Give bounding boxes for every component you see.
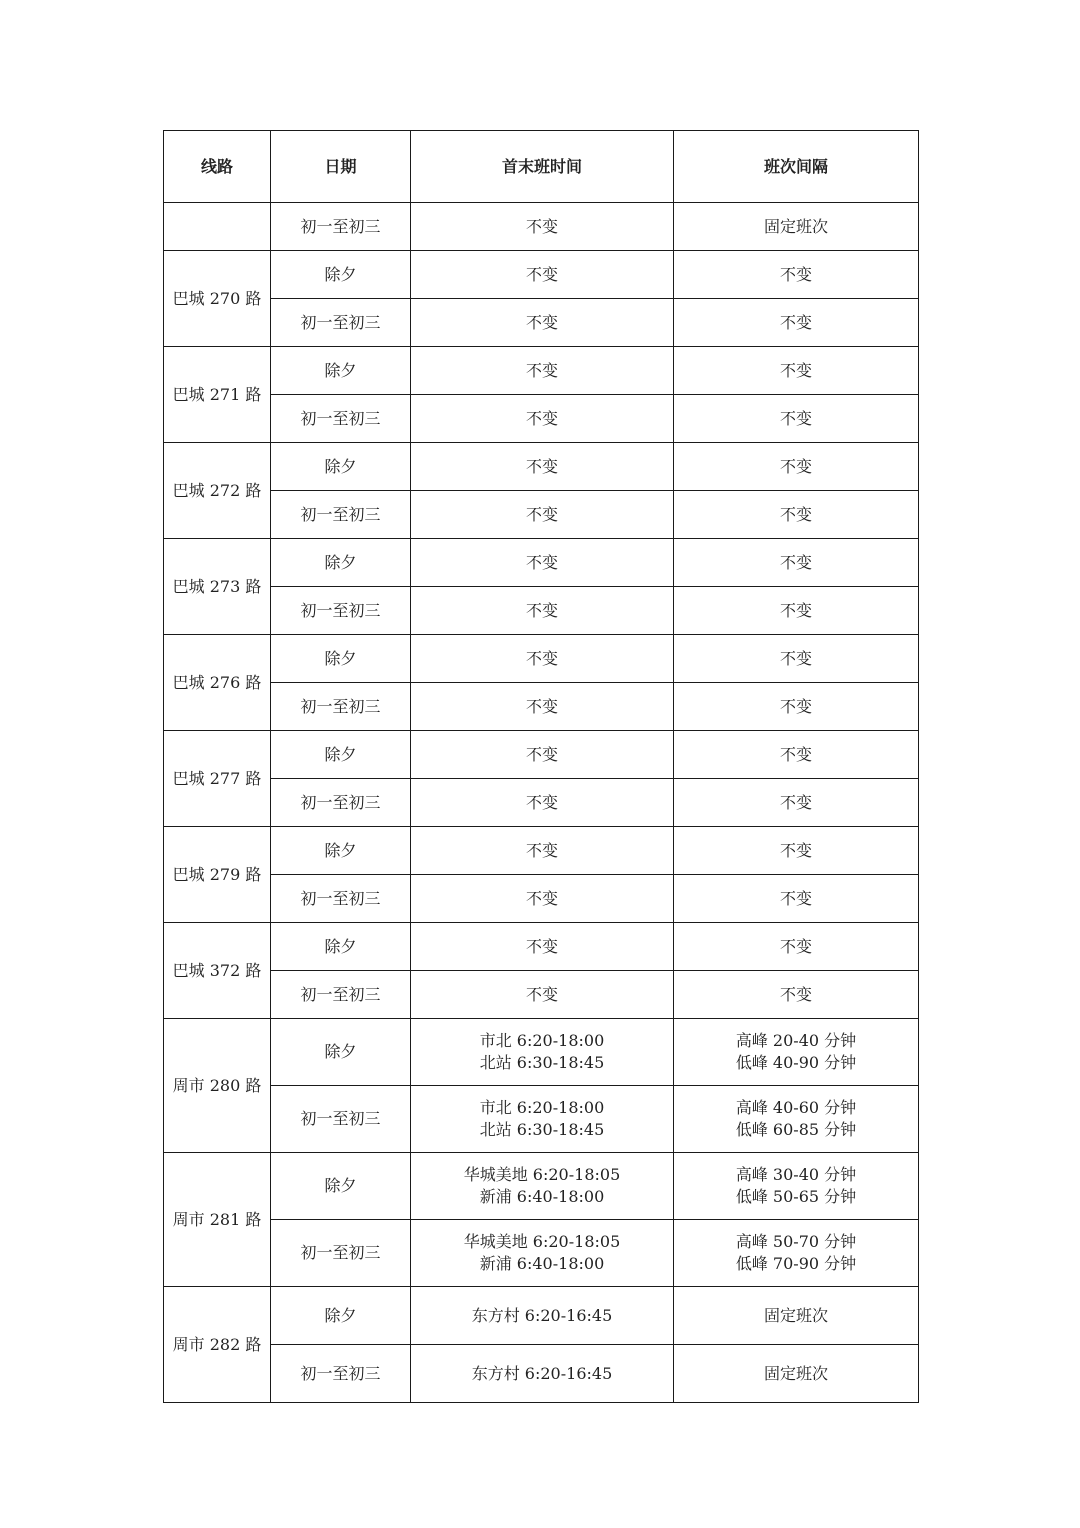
- table-row: [164, 635, 919, 683]
- table-row: [164, 299, 919, 347]
- date-cell: 初一至初三: [271, 779, 411, 827]
- route-name-cell: 巴城 372 路: [164, 923, 271, 1019]
- header-date: 日期: [271, 131, 411, 203]
- interval-line: 不变: [779, 936, 812, 956]
- first-last-cell: [411, 1019, 674, 1086]
- date-cell: 除夕: [271, 827, 411, 875]
- interval-cell: [674, 395, 919, 443]
- first-last-line: 不变: [525, 552, 558, 572]
- first-last-cell: [411, 299, 674, 347]
- interval-line: 不变: [779, 360, 812, 380]
- interval-line: 不变: [779, 744, 812, 764]
- first-last-cell: [411, 443, 674, 491]
- first-last-line: 市北 6:20-18:00: [479, 1031, 605, 1050]
- interval-cell: [674, 875, 919, 923]
- interval-cell: [674, 731, 919, 779]
- first-last-line: 不变: [525, 984, 558, 1004]
- first-last-cell: [411, 1153, 674, 1220]
- interval-line: 不变: [779, 696, 812, 716]
- date-cell: 除夕: [271, 251, 411, 299]
- interval-line: 不变: [779, 600, 812, 620]
- table-row: [164, 395, 919, 443]
- route-name-cell: 周市 281 路: [164, 1153, 271, 1287]
- first-last-cell: [411, 1345, 674, 1403]
- date-cell: 除夕: [271, 1287, 411, 1345]
- route-name-cell: 巴城 276 路: [164, 635, 271, 731]
- bus-schedule-table: [163, 130, 919, 1403]
- first-last-cell: [411, 635, 674, 683]
- table-row: [164, 443, 919, 491]
- first-last-line: 不变: [525, 696, 558, 716]
- interval-line: 固定班次: [763, 1363, 828, 1383]
- first-last-line: 不变: [525, 744, 558, 764]
- first-last-line: 不变: [525, 456, 558, 476]
- table-row: [164, 971, 919, 1019]
- interval-cell: [674, 539, 919, 587]
- first-last-cell: [411, 875, 674, 923]
- interval-cell: [674, 1086, 919, 1153]
- header-route: 线路: [164, 131, 271, 203]
- date-cell: 除夕: [271, 635, 411, 683]
- first-last-cell: [411, 827, 674, 875]
- first-last-line: 不变: [525, 792, 558, 812]
- table-row: [164, 1345, 919, 1403]
- first-last-line: 北站 6:30-18:45: [479, 1053, 605, 1072]
- first-last-cell: [411, 491, 674, 539]
- interval-cell: [674, 1345, 919, 1403]
- route-name-cell: 巴城 273 路: [164, 539, 271, 635]
- interval-line: 不变: [779, 552, 812, 572]
- interval-line: 不变: [779, 840, 812, 860]
- interval-cell: [674, 1019, 919, 1086]
- first-last-line: 新浦 6:40-18:00: [479, 1254, 605, 1273]
- table-row: [164, 1287, 919, 1345]
- date-cell: 除夕: [271, 539, 411, 587]
- route-name-cell: 巴城 271 路: [164, 347, 271, 443]
- table-row: [164, 827, 919, 875]
- interval-line: 固定班次: [763, 1305, 828, 1325]
- first-last-cell: [411, 395, 674, 443]
- first-last-line: 不变: [525, 600, 558, 620]
- first-last-cell: [411, 971, 674, 1019]
- interval-line: 不变: [779, 456, 812, 476]
- interval-cell: [674, 443, 919, 491]
- first-last-line: 东方村 6:20-16:45: [471, 1305, 613, 1325]
- interval-line: 不变: [779, 264, 812, 284]
- route-name-cell: 巴城 277 路: [164, 731, 271, 827]
- interval-cell: [674, 491, 919, 539]
- route-name-cell: 周市 280 路: [164, 1019, 271, 1153]
- interval-cell: [674, 923, 919, 971]
- table-row: [164, 347, 919, 395]
- interval-line: 低峰 40-90 分钟: [735, 1053, 857, 1072]
- date-cell: 初一至初三: [271, 1086, 411, 1153]
- first-last-line: 北站 6:30-18:45: [479, 1120, 605, 1139]
- interval-line: 不变: [779, 312, 812, 332]
- route-name-cell: 巴城 279 路: [164, 827, 271, 923]
- first-last-cell: [411, 539, 674, 587]
- date-cell: 初一至初三: [271, 971, 411, 1019]
- header-interval: 班次间隔: [674, 131, 919, 203]
- interval-line: 低峰 70-90 分钟: [735, 1254, 857, 1273]
- first-last-line: 不变: [525, 648, 558, 668]
- interval-cell: [674, 683, 919, 731]
- first-last-line: 不变: [525, 264, 558, 284]
- interval-cell: [674, 635, 919, 683]
- first-last-cell: [411, 347, 674, 395]
- first-last-line: 东方村 6:20-16:45: [471, 1363, 613, 1383]
- first-last-cell: [411, 731, 674, 779]
- first-last-line: 不变: [525, 840, 558, 860]
- date-cell: 初一至初三: [271, 491, 411, 539]
- date-cell: 除夕: [271, 731, 411, 779]
- interval-line: 不变: [779, 792, 812, 812]
- interval-line: 低峰 60-85 分钟: [735, 1120, 857, 1139]
- interval-cell: [674, 1153, 919, 1220]
- table-row: [164, 491, 919, 539]
- first-last-cell: [411, 1287, 674, 1345]
- table-row: [164, 539, 919, 587]
- date-cell: 初一至初三: [271, 587, 411, 635]
- interval-line: 低峰 50-65 分钟: [735, 1187, 857, 1206]
- first-last-cell: [411, 1220, 674, 1287]
- first-last-line: 不变: [525, 504, 558, 524]
- first-last-cell: 不变: [411, 203, 674, 251]
- first-last-line: 华城美地 6:20-18:05: [463, 1232, 621, 1251]
- first-last-line: 不变: [525, 312, 558, 332]
- interval-cell: [674, 971, 919, 1019]
- interval-cell: [674, 827, 919, 875]
- interval-line: 不变: [779, 984, 812, 1004]
- first-last-line: 新浦 6:40-18:00: [479, 1187, 605, 1206]
- table-row: [164, 203, 919, 251]
- first-last-cell: [411, 683, 674, 731]
- first-last-line: 不变: [525, 360, 558, 380]
- first-last-line: 不变: [525, 408, 558, 428]
- date-cell: 初一至初三: [271, 1345, 411, 1403]
- table-row: [164, 731, 919, 779]
- interval-line: 不变: [779, 648, 812, 668]
- interval-line: 高峰 50-70 分钟: [735, 1232, 857, 1251]
- interval-cell: [674, 299, 919, 347]
- date-cell: 初一至初三: [271, 683, 411, 731]
- table-row: [164, 1153, 919, 1220]
- date-cell: 除夕: [271, 443, 411, 491]
- interval-line: 不变: [779, 504, 812, 524]
- date-cell: 初一至初三: [271, 1220, 411, 1287]
- table-row: [164, 779, 919, 827]
- interval-cell: 固定班次: [674, 203, 919, 251]
- table-row: [164, 1220, 919, 1287]
- interval-line: 不变: [779, 888, 812, 908]
- table-header-row: [164, 131, 919, 203]
- date-cell: 初一至初三: [271, 203, 411, 251]
- table-row: [164, 923, 919, 971]
- route-name-cell: 巴城 270 路: [164, 251, 271, 347]
- interval-line: 高峰 40-60 分钟: [735, 1098, 857, 1117]
- route-name-cell: 周市 282 路: [164, 1287, 271, 1403]
- table-row: [164, 251, 919, 299]
- date-cell: 初一至初三: [271, 395, 411, 443]
- route-name-cell: 巴城 272 路: [164, 443, 271, 539]
- interval-line: 高峰 20-40 分钟: [735, 1031, 857, 1050]
- first-last-cell: [411, 779, 674, 827]
- first-last-cell: [411, 923, 674, 971]
- first-last-line: 不变: [525, 888, 558, 908]
- interval-cell: [674, 347, 919, 395]
- interval-cell: [674, 1287, 919, 1345]
- first-last-cell: [411, 251, 674, 299]
- first-last-line: 市北 6:20-18:00: [479, 1098, 605, 1117]
- route-cell: [164, 203, 271, 251]
- date-cell: 除夕: [271, 1153, 411, 1220]
- date-cell: 除夕: [271, 923, 411, 971]
- first-last-line: 华城美地 6:20-18:05: [463, 1165, 621, 1184]
- first-last-cell: [411, 1086, 674, 1153]
- date-cell: 除夕: [271, 347, 411, 395]
- interval-line: 高峰 30-40 分钟: [735, 1165, 857, 1184]
- date-cell: 初一至初三: [271, 875, 411, 923]
- table-row: [164, 587, 919, 635]
- interval-cell: [674, 1220, 919, 1287]
- first-last-cell: [411, 587, 674, 635]
- date-cell: 初一至初三: [271, 299, 411, 347]
- interval-cell: [674, 587, 919, 635]
- table-row: [164, 875, 919, 923]
- interval-line: 不变: [779, 408, 812, 428]
- interval-cell: [674, 251, 919, 299]
- table-row: [164, 1019, 919, 1086]
- first-last-line: 不变: [525, 936, 558, 956]
- interval-cell: [674, 779, 919, 827]
- table-row: [164, 1086, 919, 1153]
- table-row: [164, 683, 919, 731]
- date-cell: 除夕: [271, 1019, 411, 1086]
- header-first-last: 首末班时间: [411, 131, 674, 203]
